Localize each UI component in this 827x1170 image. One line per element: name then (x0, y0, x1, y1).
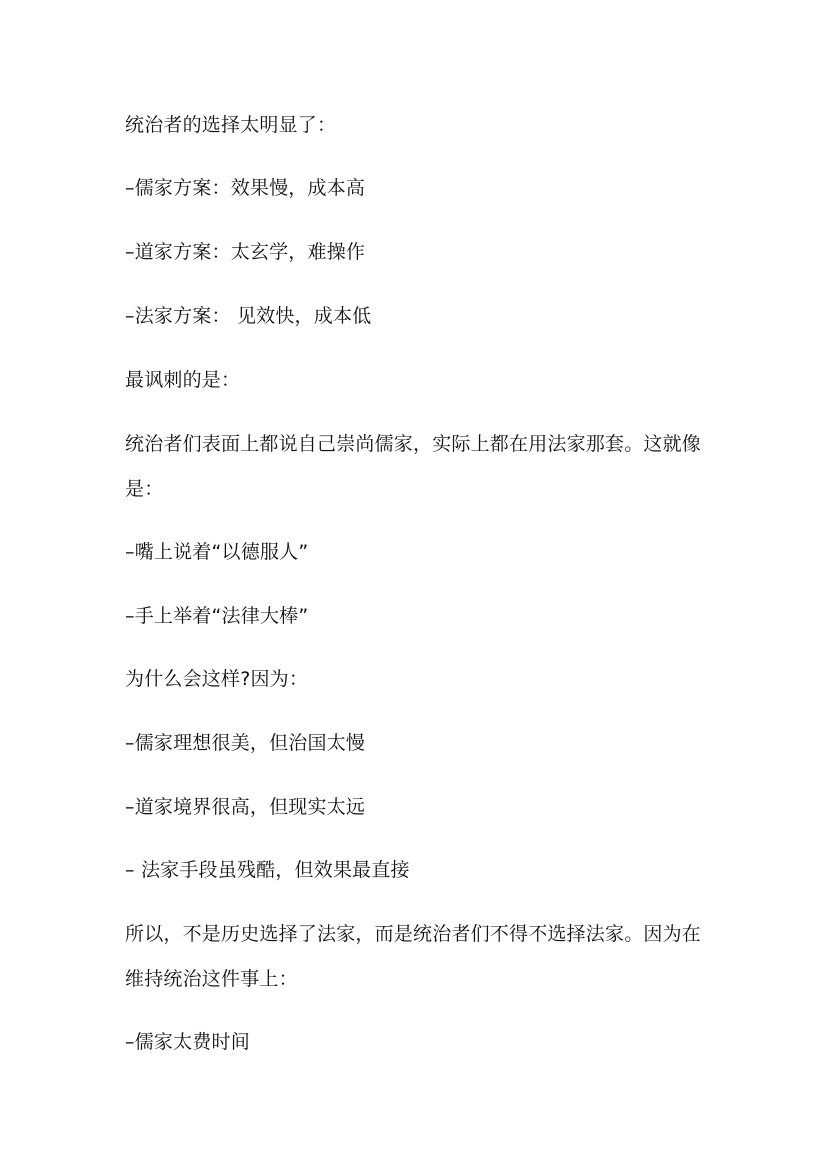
paragraph-conclusion-continued: 维持统治这件事上： (125, 968, 298, 990)
paragraph-rulers: 统治者们表面上都说自己崇尚儒家，实际上都在用法家那套。这就像 (125, 433, 702, 455)
paragraph-conclusion: 所以，不是历史选择了法家，而是统治者们不得不选择法家。因为在 (125, 923, 702, 945)
list-item-confucian-time: –儒家太费时间 (125, 1031, 250, 1053)
list-item-hand: –手上举着“法律大棒” (125, 605, 309, 627)
paragraph-intro: 统治者的选择太明显了： (125, 114, 337, 136)
list-item-taoist-plan: –道家方案：太玄学，难操作 (125, 241, 366, 263)
list-item-confucian-plan: –儒家方案：效果慢，成本高 (125, 177, 366, 199)
paragraph-rulers-continued: 是： (125, 478, 164, 500)
list-item-confucian-ideal: –儒家理想很美，但治国太慢 (125, 732, 366, 754)
paragraph-why: 为什么会这样?因为： (125, 668, 309, 690)
list-item-legalist-methods: – 法家手段虽残酷，但效果最直接 (125, 859, 410, 881)
paragraph-ironic: 最讽刺的是： (125, 369, 241, 391)
list-item-taoist-realm: –道家境界很高，但现实太远 (125, 796, 366, 818)
list-item-mouth: –嘴上说着“以德服人” (125, 541, 309, 563)
list-item-legalist-plan: –法家方案： 见效快，成本低 (125, 305, 372, 327)
